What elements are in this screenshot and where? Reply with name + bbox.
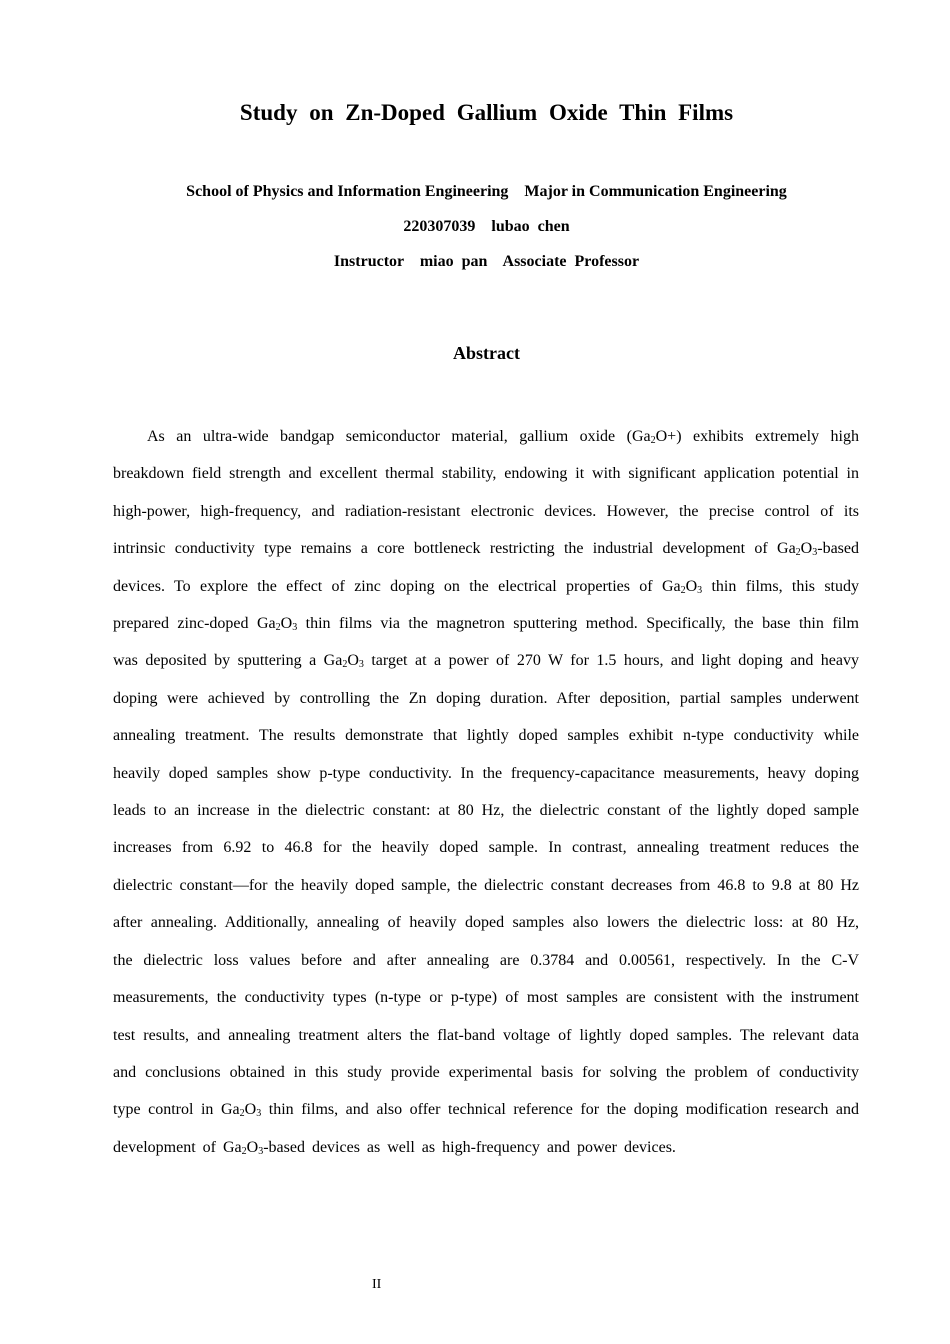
abstract-heading: Abstract bbox=[453, 343, 520, 363]
student-id-and-name: 220307039 lubao chen bbox=[403, 218, 570, 235]
subscript: 2 bbox=[239, 1108, 245, 1120]
abstract-text: As an ultra-wide bandgap semiconductor material, gallium oxide (Ga bbox=[147, 428, 651, 445]
subscript: 2 bbox=[241, 1145, 247, 1157]
abstract-text: -based devices. To explore the effect of zinc doping on the electrical properties of Ga bbox=[113, 540, 859, 595]
abstract-text: O bbox=[347, 652, 359, 670]
subscript: 3 bbox=[697, 584, 703, 596]
subscript: 3 bbox=[292, 622, 298, 634]
abstract-text: O+) exhibits extremely high breakdown field strength and excellent thermal stability, endowing it with significant application potential in high-power, high-frequency, and radiation-resistant electronic devices. However, the precise control of its intrinsic conductivity type remains a core bottleneck restricting the industrial development of Ga bbox=[113, 428, 859, 558]
subscript: 2 bbox=[342, 659, 348, 671]
author-affiliation: School of Physics and Information Engineering Major in Communication Engineering bbox=[186, 183, 787, 200]
paper-title: Study on Zn-Doped Gallium Oxide Thin Films bbox=[239, 100, 734, 125]
abstract-text: O bbox=[246, 1138, 259, 1156]
subscript: 3 bbox=[258, 1145, 264, 1157]
abstract-text: O bbox=[280, 615, 293, 633]
abstract-text: thin films, and also offer technical reference for the doping modification research and development of Ga bbox=[113, 1101, 860, 1156]
abstract-text: thin films, this study prepared zinc-doped Ga bbox=[113, 577, 859, 633]
subscript: 3 bbox=[358, 659, 364, 671]
instructor-line: Instructor miao pan Associate Professor bbox=[333, 253, 640, 270]
abstract-text: thin films via the magnetron sputtering method. Specifically, the base thin film was deposited by sputtering a Ga bbox=[113, 615, 860, 670]
subscript: 2 bbox=[275, 622, 281, 634]
page-number: II bbox=[372, 1277, 382, 1292]
abstract-text: target at a power of 270 W for 1.5 hours, and light doping and heavy doping were achieved by controlling the Zn doping duration. After deposition, partial samples underwent annealing treatment. The results demonstrate that lightly doped samples exhibit n-type conductivity while heavily doped samples show p-type conductivity. In the frequency-capacitance measurements, heavy doping leads to an increase in the dielectric constant: at 80 Hz, the dielectric constant of the lightly doped sample increases from 6.92 to 46.8 for the heavily doped sample. In contrast, annealing treatment reduces the dielectric constant—for the heavily doped sample, the dielectric constant decreases from 46.8 to 9.8 at 80 Hz after annealing. Additionally, annealing of heavily doped samples also lowers the dielectric loss: at 80 Hz, the dielectric loss values before and after annealing are 0.3784 and 0.00561, respectively. In the C-V measurements, the conductivity types (n-type or p-type) of most samples are consistent with the instrument test results, and annealing treatment alters the flat-band voltage of lightly doped samples. The relevant data and conclusions obtained in this study provide experimental basis for solving the problem of conductivity type control in Ga bbox=[113, 652, 860, 1119]
abstract-text: O bbox=[244, 1101, 257, 1119]
subscript: 3 bbox=[256, 1108, 262, 1120]
abstract-text: -based devices as well as high-frequency and power devices. bbox=[263, 1138, 676, 1156]
subscript: 2 bbox=[680, 584, 686, 596]
abstract-text: O bbox=[800, 540, 813, 558]
subscript: 2 bbox=[650, 435, 656, 446]
abstract-text: O bbox=[685, 577, 698, 595]
abstract-body bbox=[113, 418, 859, 1166]
subscript: 3 bbox=[812, 547, 818, 559]
subscript: 2 bbox=[795, 547, 801, 559]
